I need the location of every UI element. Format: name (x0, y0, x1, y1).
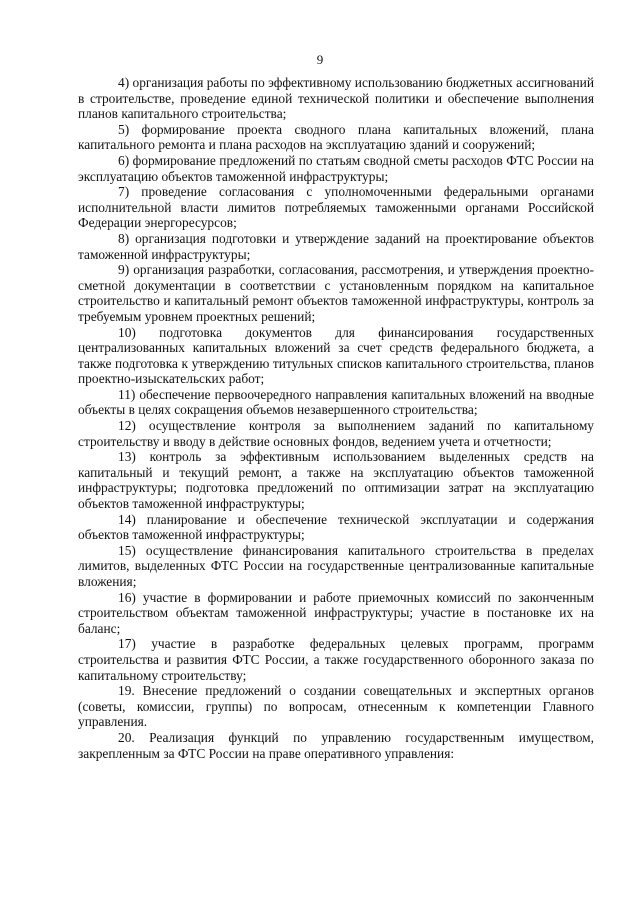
paragraph-item-16: 16) участие в формировании и работе приемочных комиссий по законченным строительством объектам таможенной инфраструктуры; участие в постановке их на баланс; (78, 589, 594, 636)
paragraph-item-10: 10) подготовка документов для финансирования государственных централизованных капитальных вложений за счет средств федерального бюджета, а также подготовка к утверждению титульных списков капитального строительства, планов проектно-изыскательских работ; (78, 324, 594, 387)
document-body (78, 75, 594, 761)
paragraph-item-7: 7) проведение согласования с уполномоченными федеральными органами исполнительной власти лимитов потребляемых таможенными органами Российской Федерации энергоресурсов; (78, 184, 594, 231)
paragraph-item-14: 14) планирование и обеспечение технической эксплуатации и содержания объектов таможенной инфраструктуры; (78, 511, 594, 543)
paragraph-item-13: 13) контроль за эффективным использованием выделенных средств на капитальный и текущий ремонт, а также на эксплуатацию объектов таможенной инфраструктуры; подготовка предложений по оптимизации затрат на эксплуатацию объектов таможенной инфраструктуры; (78, 449, 594, 512)
paragraph-section-19: 19. Внесение предложений о создании совещательных и экспертных органов (советы, комиссии, группы) по вопросам, отнесенным к компетенции Главного управления. (78, 683, 594, 730)
page-number: 9 (316, 52, 324, 67)
paragraph-item-8: 8) организация подготовки и утверждение заданий на проектирование объектов таможенной инфраструктуры; (78, 230, 594, 262)
paragraph-section-20: 20. Реализация функций по управлению государственным имуществом, закрепленным за ФТС России на праве оперативного управления: (78, 729, 594, 761)
paragraph-item-4: 4) организация работы по эффективному использованию бюджетных ассигнований в строительстве, проведение единой технической политики и обеспечение выполнения планов капитального строительства; (78, 75, 595, 122)
paragraph-item-9: 9) организация разработки, согласования, рассмотрения, и утверждения проектно-сметной документации в соответствии с установленным порядком на капитальное строительство и капитальный ремонт объектов таможенной инфраструктуры, контроль за требуемым уровнем проектных решений; (78, 262, 594, 324)
paragraph-item-15: 15) осуществление финансирования капитального строительства в пределах лимитов, выделенных ФТС России на государственные централизованные капитальные вложения; (78, 542, 594, 589)
paragraph-item-17: 17) участие в разработке федеральных целевых программ, программ строительства и развития ФТС России, а также государственного оборонного заказа по капитальному строительству; (78, 636, 594, 683)
paragraph-item-11: 11) обеспечение первоочередного направления капитальных вложений на вводные объекты в целях сокращения объемов незавершенного строительства; (78, 386, 594, 418)
paragraph-item-12: 12) осуществление контроля за выполнением заданий по капитальному строительству и вводу в действие основных фондов, ведением учета и отчетности; (78, 418, 594, 449)
paragraph-item-6: 6) формирование предложений по статьям сводной сметы расходов ФТС России на эксплуатацию объектов таможенной инфраструктуры; (78, 152, 594, 184)
paragraph-item-5: 5) формирование проекта сводного плана капитальных вложений, плана капитального ремонта и плана расходов на эксплуатацию зданий и сооружений; (78, 121, 594, 153)
